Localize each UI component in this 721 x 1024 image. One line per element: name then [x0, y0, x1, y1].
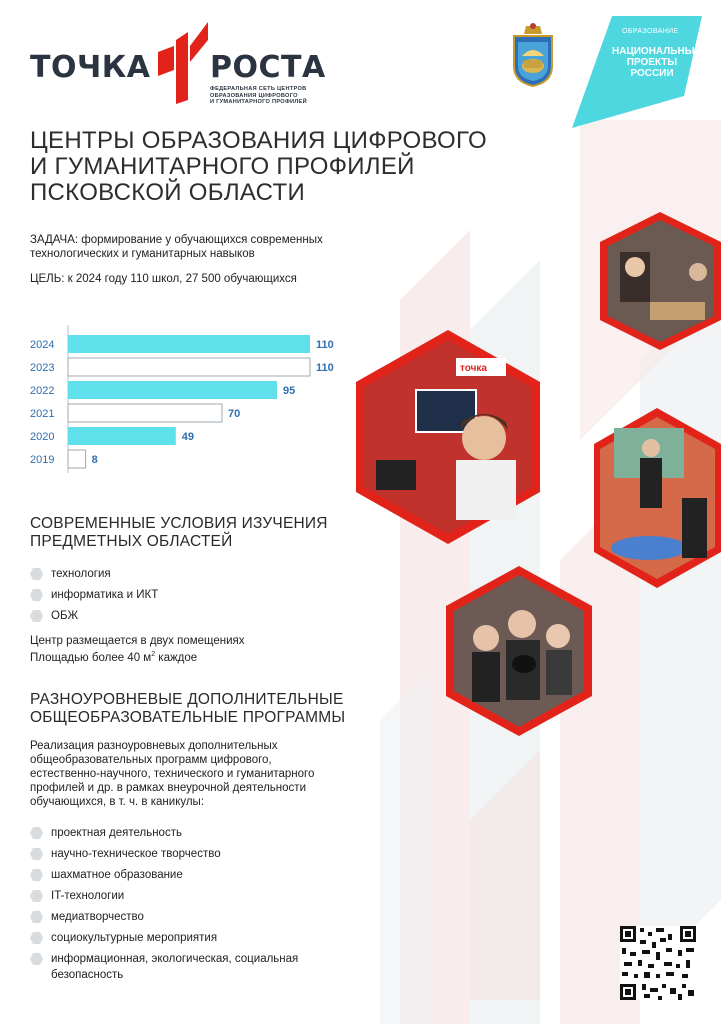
chart-data-label: 8	[91, 454, 98, 466]
logo-word-right: РОСТА	[210, 50, 326, 85]
national-projects-badge	[572, 16, 712, 128]
chart-data-label: 95	[283, 385, 296, 397]
chart-tick-label: 2022	[30, 385, 55, 397]
hex-bullet-icon	[30, 932, 43, 944]
photo-sign-text: точка	[460, 363, 487, 374]
photo-first-aid	[594, 408, 721, 588]
section1-heading: СОВРЕМЕННЫЕ УСЛОВИЯ ИЗУЧЕНИЯ ПРЕДМЕТНЫХ ОБЛАСТЕЙ	[30, 515, 328, 550]
section2-list	[30, 825, 298, 983]
chart-data-label: 110	[316, 362, 334, 374]
logo-word-left: ТОЧКА	[30, 50, 151, 85]
hex-bullet-icon	[30, 953, 43, 965]
section2-paragraph: Реализация разноуровневых дополнительных общеобразовательных программ цифрового, естественно-научного, технического и гуманитарного профилей и др. в рамках внеурочной деятельности обучающихся, в т. ч. в каникулы:	[30, 740, 315, 808]
list-item: социокультурные мероприятия	[30, 930, 298, 951]
list-item: проектная деятельность	[30, 825, 298, 846]
schools-bar-chart	[30, 325, 350, 475]
goal-text: ЦЕЛЬ: к 2024 году 110 школ, 27 500 обучающихся	[30, 273, 297, 285]
list-item: технология	[30, 566, 158, 587]
list-item: шахматное образование	[30, 867, 298, 888]
national-projects-text: НАЦИОНАЛЬНЫЕ ПРОЕКТЫ РОССИИ	[612, 46, 702, 79]
national-projects-tag: ОБРАЗОВАНИЕ	[622, 28, 679, 35]
chart-tick-label: 2020	[30, 431, 55, 443]
list-item: научно-техническое творчество	[30, 846, 298, 867]
tochka-rosta-logo	[30, 22, 330, 110]
chart-tick-label: 2021	[30, 408, 55, 420]
chart-bar	[68, 358, 310, 376]
hex-bullet-icon	[30, 589, 43, 601]
section1-list	[30, 566, 158, 629]
list-item: медиатворчество	[30, 909, 298, 930]
pskov-coat-of-arms-icon	[510, 22, 556, 88]
list-item: IT-технологии	[30, 888, 298, 909]
photo-computer-class	[356, 330, 540, 544]
chart-tick-label: 2023	[30, 362, 55, 374]
chart-data-label: 70	[228, 408, 241, 420]
section2-heading: РАЗНОУРОВНЕВЫЕ ДОПОЛНИТЕЛЬНЫЕ ОБЩЕОБРАЗОВАТЕЛЬНЫЕ ПРОГРАММЫ	[30, 691, 346, 726]
hex-bullet-icon	[30, 848, 43, 860]
list-item: информационная, экологическая, социальная безопасность	[30, 951, 298, 983]
logo-subtitle: ФЕДЕРАЛЬНАЯ СЕТЬ ЦЕНТРОВ ОБРАЗОВАНИЯ ЦИФРОВОГО И ГУМАНИТАРНОГО ПРОФИЛЕЙ	[210, 86, 307, 105]
qr-code[interactable]	[620, 926, 696, 1000]
chart-bar	[68, 335, 310, 353]
photo-chess-lesson	[600, 212, 721, 350]
chart-bar	[68, 450, 86, 468]
hex-bullet-icon	[30, 890, 43, 902]
hex-bullet-icon	[30, 610, 43, 622]
page-title: ЦЕНТРЫ ОБРАЗОВАНИЯ ЦИФРОВОГО И ГУМАНИТАРНОГО ПРОФИЛЕЙ ПСКОВСКОЙ ОБЛАСТИ	[30, 127, 487, 206]
photo-vr-students	[446, 566, 592, 736]
chart-tick-label: 2019	[30, 454, 55, 466]
chart-bar	[68, 404, 222, 422]
room-note: Центр размещается в двух помещениях Площадью более 40 $м^2$ каждое	[30, 635, 245, 664]
chart-data-label: 49	[181, 431, 195, 443]
chart-bar	[68, 381, 277, 399]
hex-bullet-icon	[30, 869, 43, 881]
hex-bullet-icon	[30, 827, 43, 839]
logo-check-icon	[156, 22, 208, 104]
chart-tick-label: 2024	[30, 339, 55, 351]
chart-bar	[68, 427, 176, 445]
chart-data-label: 110	[316, 339, 334, 351]
hex-bullet-icon	[30, 911, 43, 923]
hex-bullet-icon	[30, 568, 43, 580]
list-item: информатика и ИКТ	[30, 587, 158, 608]
list-item: ОБЖ	[30, 608, 158, 629]
task-text: ЗАДАЧА: формирование у обучающихся современных технологических и гуманитарных навыков	[30, 234, 323, 260]
